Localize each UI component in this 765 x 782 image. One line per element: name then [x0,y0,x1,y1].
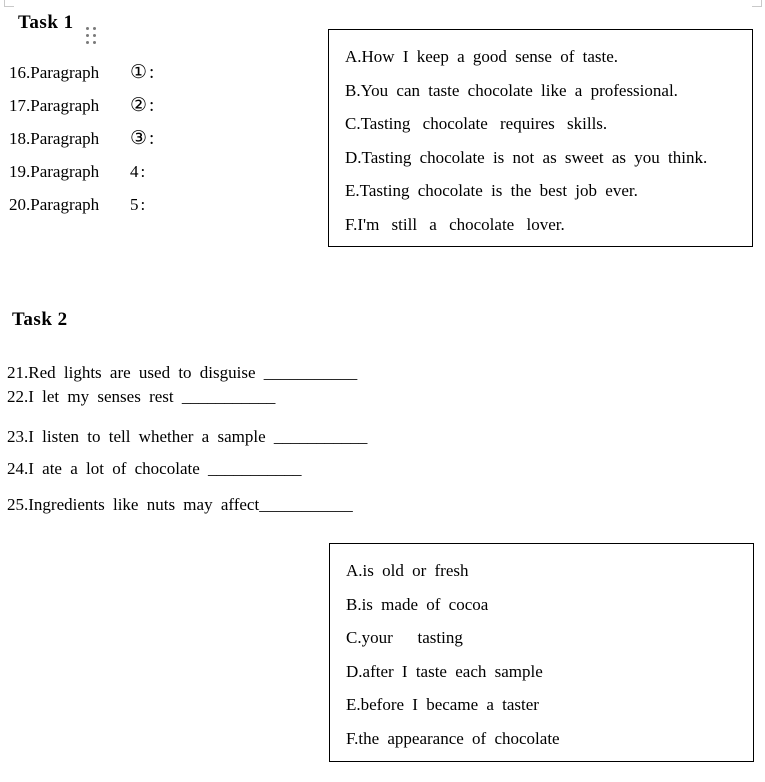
drag-handle-icon[interactable] [84,25,98,46]
option-line: E.before I became a taster [346,695,539,714]
margin-corner-mark-left [4,0,14,7]
drag-dot [86,27,89,30]
task2-question-list [7,361,427,517]
drag-dot [93,41,96,44]
option-line: F.I'm still a chocolate lover. [345,214,565,234]
task2-options-box [329,543,754,762]
option-line: E.Tasting chocolate is the best job ever. [345,181,638,200]
paragraph-number-marker: ②: [130,95,157,116]
paragraph-number-marker: ①: [130,62,157,83]
question-label: 16.Paragraph [9,62,100,82]
drag-dot [86,34,89,37]
option-line: F.the appearance of chocolate [346,728,560,748]
option-line: C.Tasting chocolate requires skills. [345,114,608,133]
paragraph-number-marker: 4: [130,161,148,181]
paragraph-question-row [9,89,156,122]
paragraph-question-row [9,155,156,188]
task2-heading: Task 2 [12,309,68,330]
option-line: A.is old or fresh [346,561,469,580]
task1-question-list [9,56,156,221]
option-line: A.How I keep a good sense of taste. [345,47,619,66]
fill-blank-question: 25.Ingredients like nuts may affect___________ [7,495,353,514]
paragraph-question-row [9,188,156,221]
paragraph-number-marker: 5: [130,194,148,214]
option-line: C.your tasting [346,628,463,647]
option-line: D.after I taste each sample [346,661,543,681]
fill-blank-question: 22.I let my senses rest ___________ [7,387,276,406]
fill-blank-question: 23.I listen to tell whether a sample ___________ [7,427,368,446]
drag-dot [93,34,96,37]
question-label: 18.Paragraph [9,128,100,148]
option-line: B.You can taste chocolate like a professional. [345,80,678,100]
option-line: D.Tasting chocolate is not as sweet as you think. [345,147,708,167]
question-label: 17.Paragraph [9,95,100,115]
paragraph-number-marker: ③: [130,128,157,149]
paragraph-question-row [9,122,156,155]
margin-corner-mark-right [752,0,762,7]
question-label: 20.Paragraph [9,194,100,214]
task1-heading: Task 1 [18,12,74,33]
option-line: B.is made of cocoa [346,594,489,614]
paragraph-question-row [9,56,156,89]
drag-dot [93,27,96,30]
task1-options-box [328,29,753,247]
question-label: 19.Paragraph [9,161,100,181]
fill-blank-question: 21.Red lights are used to disguise ___________ [7,363,358,382]
fill-blank-question: 24.I ate a lot of chocolate ___________ [7,459,302,478]
drag-dot [86,41,89,44]
